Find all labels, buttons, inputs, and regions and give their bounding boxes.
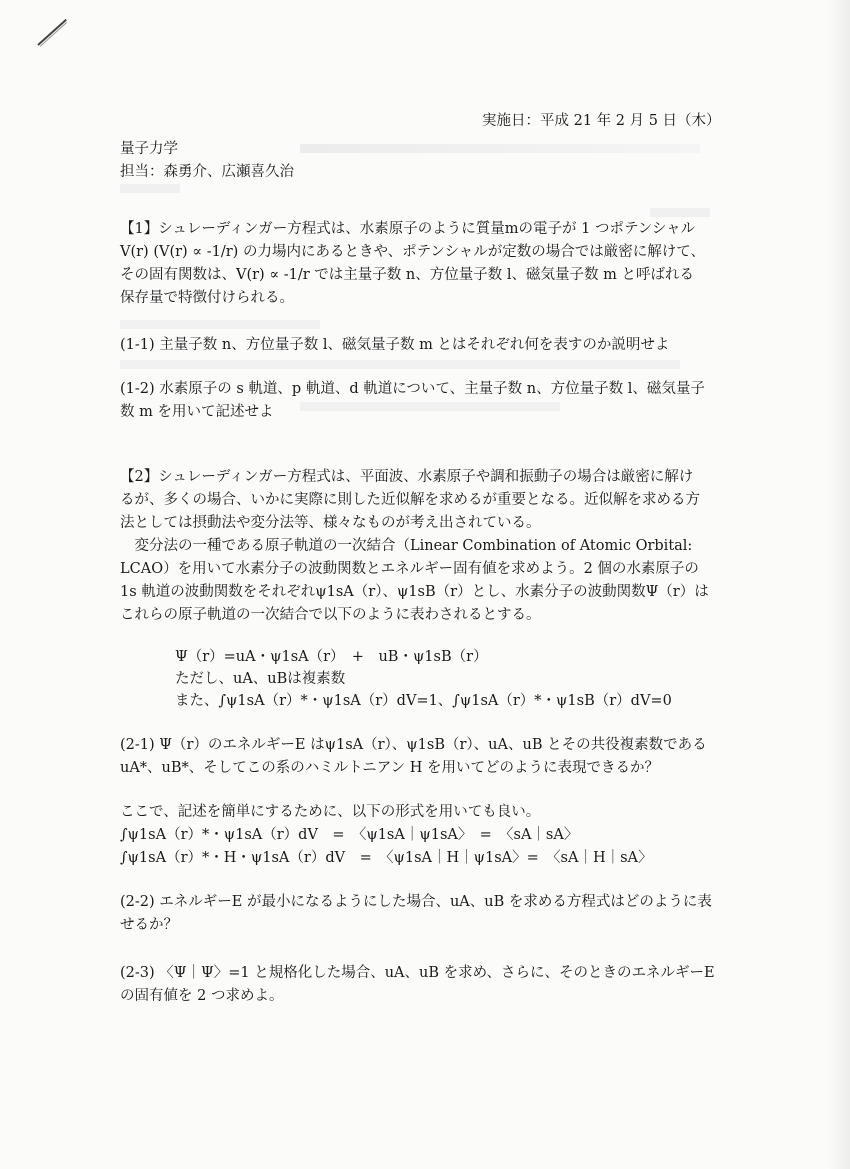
bra-ket-notation-1: ∫ψ1sA（r）*・ψ1sA（r）dV = 〈ψ1sA｜ψ1sA〉 = 〈sA｜sA〉 — [120, 827, 579, 843]
question-2-3-line: (2-3) 〈Ψ｜Ψ〉=1 と規格化した場合、uA、uB を求め、さらに、そのときのエネルギーE — [120, 965, 715, 981]
bleed-through-line — [300, 144, 700, 153]
q2-intro-line: LCAO）を用いて水素分子の波動関数とエネルギー固有値を求めよう。2 個の水素原子の — [120, 561, 699, 577]
q2-intro-line: 【2】シュレーディンガー方程式は、平面波、水素原子や調和振動子の場合は厳密に解け — [120, 469, 694, 485]
bleed-through-line — [300, 402, 560, 411]
q1-intro-line: 【1】シュレーディンガー方程式は、水素原子のように質量mの電子が 1 つポテンシャル — [120, 221, 696, 237]
course-subject: 量子力学 — [120, 141, 178, 157]
q1-intro-line: 保存量で特徴付けられる。 — [120, 290, 294, 306]
question-1-1: (1-1) 主量子数 n、方位量子数 l、磁気量子数 m とはそれぞれ何を表すのか説明せよ — [120, 337, 670, 353]
q2-intro-line: 1s 軌道の波動関数をそれぞれψ1sA（r）、ψ1sB（r）とし、水素分子の波動関数Ψ（r）は — [120, 584, 709, 600]
question-2-1-line: uA*、uB*、そしてこの系のハミルトニアン H を用いてどのように表現できるか？ — [120, 760, 660, 776]
q1-intro-line: その固有関数は、V(r) ∝ -1/r では主量子数 n、方位量子数 l、磁気量子数 m と呼ばれる — [120, 267, 694, 283]
bleed-through-line — [650, 208, 710, 217]
question-2-3-line: の固有値を 2 つ求めよ。 — [120, 988, 284, 1004]
question-2-1-line: (2-1) Ψ（r）のエネルギーE はψ1sA（r）、ψ1sB（r）、uA、uB とその共役複素数である — [120, 737, 707, 753]
page-edge-shadow — [828, 0, 850, 1169]
pen-stroke-mark — [37, 19, 67, 46]
course-instructors: 担当：森勇介、広瀬喜久治 — [120, 164, 294, 180]
bleed-through-line — [120, 360, 680, 369]
q1-intro-line: V(r) (V(r) ∝ -1/r) の力場内にあるときや、ポテンシャルが定数の場合では厳密に解けて、 — [120, 244, 705, 260]
pen-stroke-mark-shadow — [40, 22, 67, 47]
bleed-through-line — [120, 184, 180, 193]
question-1-2-line: 数 m を用いて記述せよ — [120, 404, 274, 420]
notation-intro: ここで、記述を簡単にするために、以下の形式を用いても良い。 — [120, 804, 541, 820]
q2-intro-line: 法としては摂動法や変分法等、様々なものが考え出されている。 — [120, 515, 541, 531]
exam-date: 実施日：平成 21 年 2 月 5 日（木） — [482, 113, 721, 129]
bra-ket-notation-2: ∫ψ1sA（r）*・H・ψ1sA（r）dV = 〈ψ1sA｜H｜ψ1sA〉= 〈sA｜H｜sA〉 — [120, 850, 653, 866]
q2-intro-line: るが、多くの場合、いかに実際に則した近似解を求めるが重要となる。近似解を求める方 — [120, 492, 700, 508]
q2-intro-line: これらの原子軌道の一次結合で以下のように表わされるとする。 — [120, 607, 541, 623]
question-2-2-line: (2-2) エネルギーE が最小になるようにした場合、uA、uB を求める方程式はどのように表 — [120, 894, 712, 910]
bleed-through-line — [120, 320, 320, 329]
orthonormality-condition: また、∫ψ1sA（r）*・ψ1sA（r）dV=1、∫ψ1sA（r）*・ψ1sB（r）dV=0 — [175, 693, 672, 709]
lcao-equation: Ψ（r）=uA・ψ1sA（r） + uB・ψ1sB（r） — [175, 649, 488, 665]
question-2-2-line: せるか？ — [120, 917, 178, 933]
q2-intro-line: 変分法の一種である原子軌道の一次結合（Linear Combination of Atomic Orbital: — [120, 538, 693, 554]
question-1-2-line: (1-2) 水素原子の s 軌道、p 軌道、d 軌道について、主量子数 n、方位量子数 l、磁気量子 — [120, 381, 705, 397]
coefficient-note: ただし、uA、uBは複素数 — [175, 671, 346, 687]
